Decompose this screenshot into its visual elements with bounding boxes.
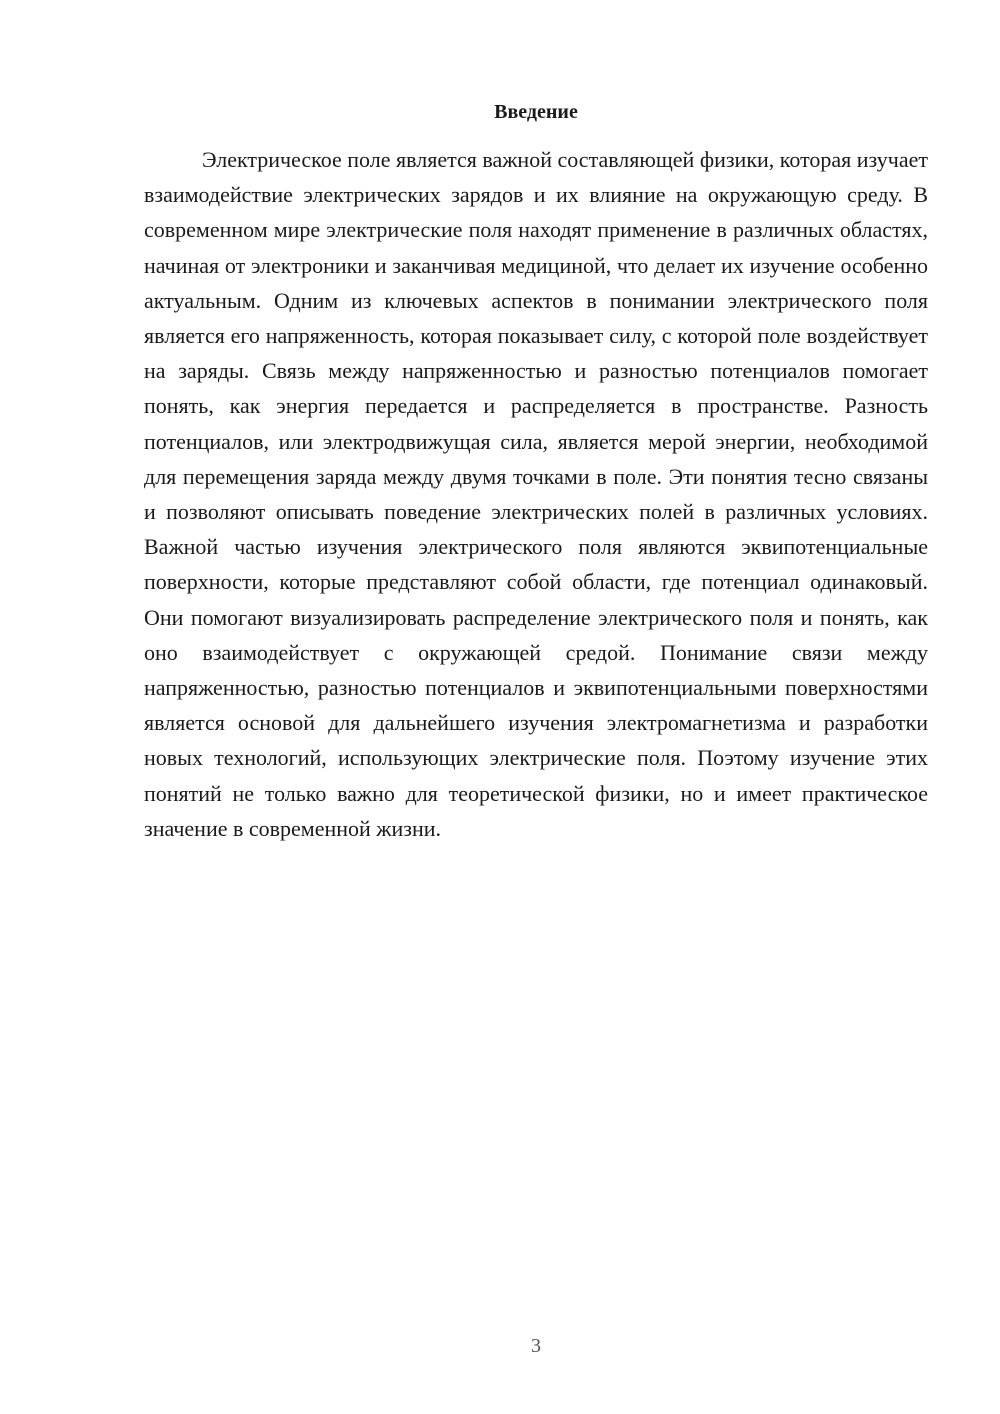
body-paragraph: Электрическое поле является важной составляющей физики, которая изучает взаимодействие электрических зарядов и их влияние на окружающую среду. В современном мире электрические поля находят применение в различных областях, начиная от электроники и заканчивая медициной, что делает их изучение особенно актуальным. Одним из ключевых аспектов в понимании электрического поля является его напряженность, которая показывает силу, с которой поле воздействует на заряды. Связь между напряженностью и разностью потенциалов помогает понять, как энергия передается и распределяется в пространстве. Разность потенциалов, или электродвижущая сила, является мерой энергии, необходимой для перемещения заряда между двумя точками в поле. Эти понятия тесно связаны и позволяют описывать поведение электрических полей в различных условиях. Важной частью изучения электрического поля являются эквипотенциальные поверхности, которые представляют собой области, где потенциал одинаковый. Они помогают визуализировать распределение электрического поля и понять, как оно взаимодействует с окружающей средой. Понимание связи между напряженностью, разностью потенциалов и эквипотенциальными поверхностями является основой для дальнейшего изучения электромагнетизма и разработки новых технологий, использующих электрические поля. Поэтому изучение этих понятий не только важно для теоретической физики, но и имеет практическое значение в современной жизни. — [144, 147, 928, 841]
section-heading: Введение — [494, 101, 578, 123]
page-number: 3 — [531, 1335, 541, 1357]
